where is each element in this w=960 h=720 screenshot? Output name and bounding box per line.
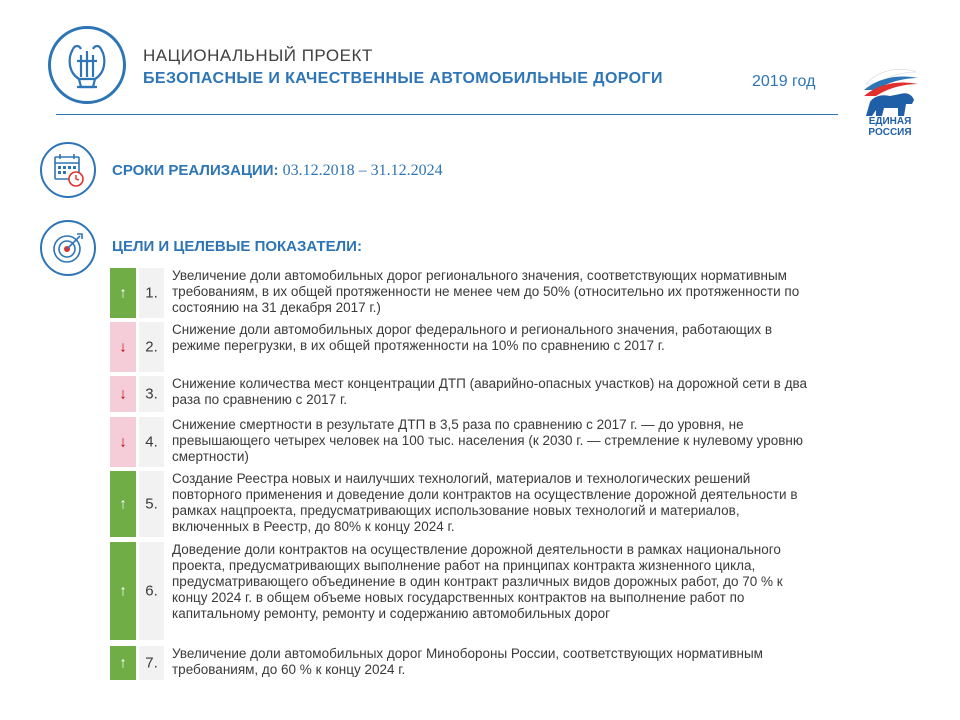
logo-text-line2: РОССИЯ	[868, 127, 912, 138]
header-divider	[56, 114, 838, 115]
target-icon	[42, 222, 94, 274]
timeline-icon-circle	[40, 142, 96, 198]
project-emblem	[48, 26, 126, 104]
goal-text: Снижение доли автомобильных дорог федерального и регионального значения, работающих в режиме перегрузки, в их общей протяженности на 10% по сравнению с 2017 г.	[172, 322, 773, 353]
edinaya-rossiya-bear-logo	[860, 66, 920, 122]
goal-number-cell	[139, 542, 164, 640]
goals-heading: ЦЕЛИ И ЦЕЛЕВЫЕ ПОКАЗАТЕЛИ:	[112, 238, 362, 255]
goal-number-cell	[139, 322, 164, 372]
logo-text-line1: ЕДИНАЯ	[868, 116, 912, 127]
goal-number: 7.	[145, 654, 158, 672]
goal-text: Создание Реестра новых и наилучших технологий, материалов и технологических решений повторного применения и доведение доли контрактов на осуществление дорожной деятельности в рамках нацпроекта, предусматривающих использование новых технологий и материалов, включенных в Реестр, до 80% к концу 2024 г.	[172, 471, 798, 534]
timeline-dates: 03.12.2018 – 31.12.2024	[282, 162, 443, 179]
arrow-up-icon: ↑	[119, 582, 127, 600]
lyre-emblem-icon	[51, 29, 123, 101]
goal-direction-indicator	[110, 322, 136, 372]
goal-number: 3.	[145, 385, 158, 403]
timeline-text	[112, 162, 443, 180]
goal-number: 6.	[145, 582, 158, 600]
goal-number: 4.	[145, 433, 158, 451]
goal-direction-indicator	[110, 376, 136, 412]
goal-text: Снижение смертности в результате ДТП в 3,5 раза по сравнению с 2017 г. — до уровня, не превышающего четырех человек на 100 тыс. населения (к 2030 г. — стремление к нулевому уровню смертности)	[172, 417, 803, 464]
arrow-up-icon: ↑	[119, 654, 127, 672]
goal-text: Снижение количества мест концентрации ДТП (аварийно-опасных участков) на дорожной сети в два раза по сравнению с 2017 г.	[172, 376, 808, 407]
goal-number: 2.	[145, 338, 158, 356]
goal-number-cell	[139, 646, 164, 680]
goal-direction-indicator	[110, 417, 136, 467]
goal-row-2	[110, 322, 810, 372]
goal-number-cell	[139, 417, 164, 467]
goals-icon-circle	[40, 220, 96, 276]
goal-row-1	[110, 268, 810, 318]
party-logo	[860, 66, 920, 146]
goal-direction-indicator	[110, 542, 136, 640]
goal-direction-indicator	[110, 646, 136, 680]
goal-direction-indicator	[110, 471, 136, 537]
page-title-line1: НАЦИОНАЛЬНЫЙ ПРОЕКТ	[143, 46, 373, 65]
goal-number-cell	[139, 376, 164, 412]
goal-text: Доведение доли контрактов на осуществление дорожной деятельности в рамках национального проекта, предусматривающих выполнение работ на принципах контракта жизненного цикла, предусматривающего объединение в один контракт различных видов дорожных работ, до 70 % к концу 2024 г. в общем объеме новых государственных контрактов на выполнение работ по капитальному ремонту, ремонту и содержанию автомобильных дорог	[172, 542, 783, 621]
goal-row-3	[110, 376, 810, 412]
calendar-clock-icon	[42, 144, 94, 196]
page-title-line2: БЕЗОПАСНЫЕ И КАЧЕСТВЕННЫЕ АВТОМОБИЛЬНЫЕ ДОРОГИ	[143, 70, 663, 87]
goal-direction-indicator	[110, 268, 136, 318]
goal-number: 5.	[145, 495, 158, 513]
goal-number-cell	[139, 268, 164, 318]
goal-text: Увеличение доли автомобильных дорог регионального значения, соответствующих нормативным требованиям, в их общей протяженности не менее чем до 50% (относительно их протяженности по состоянию на 31 декабря 2017 г.)	[172, 268, 800, 315]
goal-text: Увеличение доли автомобильных дорог Минобороны России, соответствующих нормативным требованиям, до 60 % к концу 2024 г.	[172, 646, 763, 677]
arrow-down-icon: ↓	[119, 433, 127, 451]
goal-row-4	[110, 417, 810, 467]
year-label: 2019 год	[752, 73, 816, 90]
goal-number: 1.	[145, 284, 158, 302]
arrow-up-icon: ↑	[119, 495, 127, 513]
arrow-up-icon: ↑	[119, 284, 127, 302]
goal-row-5	[110, 471, 810, 537]
timeline-label: СРОКИ РЕАЛИЗАЦИИ:	[112, 162, 279, 179]
arrow-down-icon: ↓	[119, 338, 127, 356]
goal-row-6	[110, 542, 810, 640]
goal-number-cell	[139, 471, 164, 537]
arrow-down-icon: ↓	[119, 385, 127, 403]
goal-row-7	[110, 646, 810, 680]
